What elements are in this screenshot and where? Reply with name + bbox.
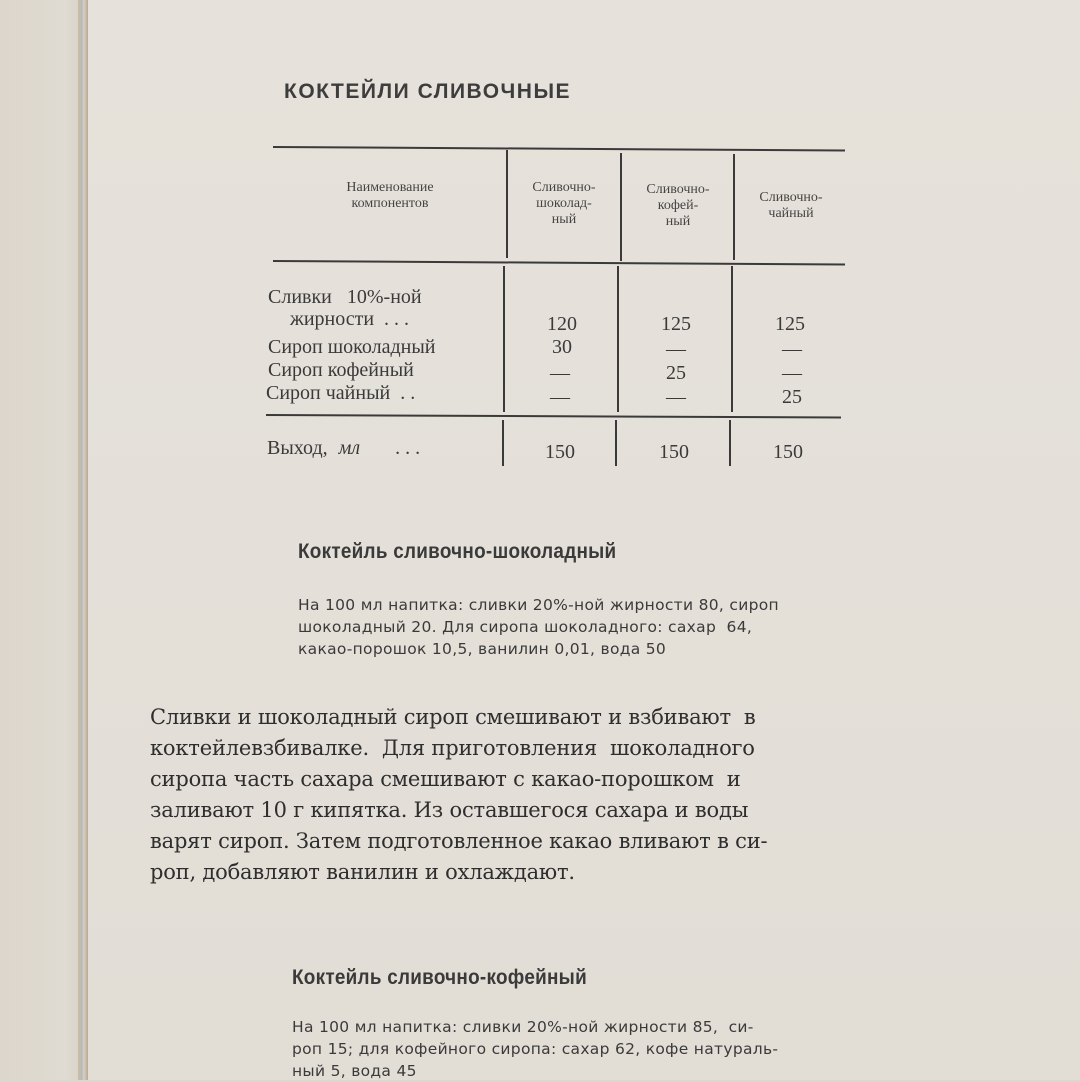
cell-teasyrup-coffee: — xyxy=(666,386,686,408)
row-label-cream xyxy=(268,286,422,330)
method-line: коктейлевзбивалке. Для приготовления шоколадного xyxy=(150,736,755,760)
recipe-title-coffee: Коктейль сливочно-кофейный xyxy=(292,966,587,989)
row-label-coffee-syrup: Сироп кофейный xyxy=(268,359,414,381)
label-line: жирности . . . xyxy=(290,308,410,330)
yield-label: Выход, xyxy=(267,437,328,459)
cell-coffeesyrup-chocolate: — xyxy=(550,362,570,384)
recipe-ingredients-chocolate xyxy=(298,594,779,660)
cell-yield-tea: 150 xyxy=(773,441,803,463)
cell-chocsyrup-tea: — xyxy=(782,338,802,360)
recipe-method-chocolate xyxy=(150,702,767,888)
left-page xyxy=(0,0,82,1080)
header-line: Наименование xyxy=(346,180,434,195)
header-line: ный xyxy=(551,212,577,227)
row-label-yield xyxy=(267,437,420,459)
ingredients-line: ный 5, вода 45 xyxy=(292,1062,417,1080)
cell-teasyrup-tea: 25 xyxy=(782,386,802,408)
method-line: Сливки и шоколадный сироп смешивают и взбивают в xyxy=(150,705,756,729)
table-header-tea xyxy=(735,190,847,222)
table-col-rule xyxy=(729,420,731,466)
recipe-ingredients-coffee xyxy=(292,1016,778,1082)
cell-teasyrup-chocolate: — xyxy=(550,386,570,408)
header-line: Сливочно- xyxy=(532,180,596,195)
row-label-tea-syrup: Сироп чайный . . xyxy=(266,382,416,404)
cell-coffeesyrup-tea: — xyxy=(782,362,802,384)
method-line: варят сироп. Затем подготовленное какао вливают в си- xyxy=(150,829,768,853)
ingredients-line: роп 15; для кофейного сиропа: сахар 62, кофе натураль- xyxy=(292,1040,779,1058)
row-label-chocolate-syrup: Сироп шоколадный xyxy=(268,336,436,358)
yield-dots: . . . xyxy=(395,437,421,459)
page-edge xyxy=(78,0,88,1080)
method-line: сиропа часть сахара смешивают с какао-порошком и xyxy=(150,767,741,791)
section-title: КОКТЕЙЛИ СЛИВОЧНЫЕ xyxy=(284,80,572,103)
table-col-rule xyxy=(617,266,619,412)
cell-cream-tea: 125 xyxy=(775,313,805,335)
table-col-rule xyxy=(615,420,617,466)
cell-chocsyrup-chocolate: 30 xyxy=(552,336,572,358)
ingredients-line: шоколадный 20. Для сиропа шоколадного: сахар 64, xyxy=(298,618,753,636)
table-header-chocolate xyxy=(508,180,620,228)
cell-cream-coffee: 125 xyxy=(661,313,691,335)
cell-chocsyrup-coffee: — xyxy=(666,338,686,360)
method-line: роп, добавляют ванилин и охлаждают. xyxy=(150,860,575,884)
table-header-components xyxy=(290,180,490,212)
recipe-title-chocolate: Коктейль сливочно-шоколадный xyxy=(298,540,617,563)
cell-cream-chocolate: 120 xyxy=(547,313,577,335)
header-line: компонентов xyxy=(351,196,429,211)
table-col-rule xyxy=(731,266,733,412)
method-line: заливают 10 г кипятка. Из оставшегося сахара и воды xyxy=(150,798,749,822)
table-col-rule xyxy=(502,420,504,466)
header-line: ный xyxy=(665,214,691,229)
label-line: Сливки 10%-ной xyxy=(268,286,422,308)
cell-coffeesyrup-coffee: 25 xyxy=(666,362,686,384)
header-line: шоколад- xyxy=(536,196,592,211)
yield-unit: мл xyxy=(338,437,361,459)
table-header-coffee xyxy=(622,182,734,230)
header-line: чайный xyxy=(768,206,814,221)
ingredients-line: какао-порошок 10,5, ванилин 0,01, вода 50 xyxy=(298,640,667,658)
header-line: Сливочно- xyxy=(646,182,710,197)
ingredients-line: На 100 мл напитка: сливки 20%-ной жирности 85, си- xyxy=(292,1018,754,1036)
header-line: кофей- xyxy=(657,198,699,213)
cell-yield-chocolate: 150 xyxy=(545,441,575,463)
ingredients-line: На 100 мл напитка: сливки 20%-ной жирности 80, сироп xyxy=(298,596,779,614)
cell-yield-coffee: 150 xyxy=(659,441,689,463)
header-line: Сливочно- xyxy=(759,190,823,205)
